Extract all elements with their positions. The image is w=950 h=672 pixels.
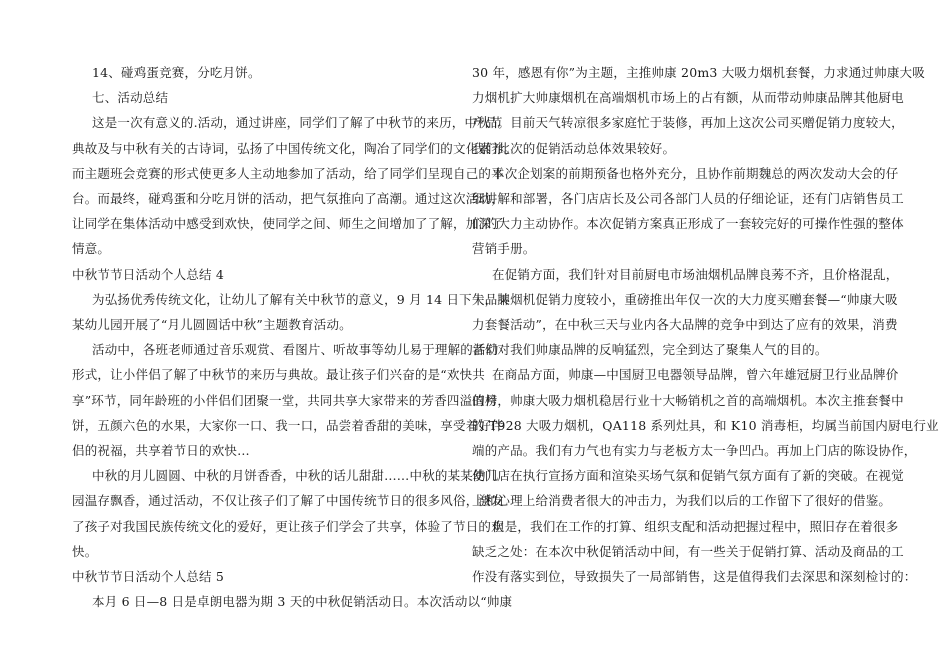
right-column-line: 营销手册。	[472, 241, 536, 257]
right-column-line: 本次企划案的前期预备也格外充分，且协作前期魏总的两次发动大会的仔	[492, 165, 899, 181]
left-column-line: 本月 6 日—8 日是卓朗电器为期 3 天的中秋促销活动日。本次活动以“帅康	[92, 594, 513, 610]
right-column-line: 30 年，感恩有你”为主题，主推帅康 20m3 大吸力烟机套餐，力求通过帅康大吸	[472, 65, 925, 80]
left-column-line: 中秋节节日活动个人总结 4	[72, 266, 225, 282]
left-column-line: 享”环节，同年龄班的小伴侣们团聚一堂，共同共享大家带来的芳香四溢的月	[72, 392, 498, 408]
left-column-line: 14、碰鸡蛋竞赛，分吃月饼。	[92, 65, 261, 80]
right-column-line: 端的产品。我们有力气也有实力与老板方太一争凹凸。再加上门店的陈设协作，	[472, 443, 917, 458]
left-column-line: 快。	[72, 543, 98, 559]
right-column-line: 作没有落实到位，导致损失了一局部销售，这是值得我们去深思和深刻检讨的：	[472, 569, 917, 584]
right-column-line: 大品牌烟机促销力度较小，重磅推出年仅一次的大力度买赠套餐—“帅康大吸	[472, 291, 898, 307]
left-column-line: 某幼儿园开展了“月儿圆圆话中秋”主题教育活动。	[72, 317, 352, 332]
right-column-line: 但是，我们在工作的打算、组织支配和活动把握过程中，照旧存在着很多	[492, 518, 899, 534]
right-column-line: 力套餐活动”，在中秋三天与业内各大品牌的竞争中到达了应有的效果，消费	[472, 317, 898, 332]
left-column-line: 中秋的月儿圆圆、中秋的月饼香香，中秋的话儿甜甜……中秋的某某幼儿	[92, 468, 499, 484]
left-column-line: 典故及与中秋有关的古诗词，弘扬了中国传统文化，陶冶了同学们的文化素养。	[72, 140, 517, 156]
left-column-line: 这是一次有意义的.活动，通过讲座，同学们了解了中秋节的来历，中秋节	[92, 115, 503, 131]
left-column-line: 了孩子对我国民族传统文化的爱好，更让孩子们学会了共享，体验了节日的欢	[72, 518, 504, 534]
left-column-line: 而主题班会竞赛的形式使更多人主动地参加了活动，给了同学们呈现自己的平	[72, 165, 504, 181]
left-column-line: 中秋节节日活动个人总结 5	[72, 569, 225, 584]
right-column-line: 者们对我们帅康品牌的反响猛烈，完全到达了聚集人气的目的。	[472, 342, 828, 358]
right-column-line: 产品。目前天气转凉很多家庭忙于装修，再加上这次公司买赠促销力度较大，	[472, 115, 904, 131]
left-column-line: 七、活动总结	[92, 90, 169, 106]
right-column-line: 的 T928 大吸力烟机，QA118 系列灶具，和 K10 消毒柜，均属当前国内厨电行业	[472, 417, 939, 433]
left-column-line: 形式，让小伴侣了解了中秋节的来历与典故。最让孩子们兴奋的是“欢快共	[72, 367, 485, 383]
right-column-line: 我们此次的促销活动总体效果较好。	[472, 140, 676, 156]
left-column-line: 为弘扬优秀传统文化，让幼儿了解有关中秋节的意义，9 月 14 日下午，某	[92, 291, 510, 307]
left-column-line: 让同学在集体活动中感受到欢快，使同学之间、师生之间增加了了解，加深了	[72, 216, 504, 232]
right-column-line: 在促销方面，我们针对目前厨电市场油烟机品牌良莠不齐，且价格混乱，	[492, 266, 899, 282]
left-column-line: 情意。	[72, 241, 111, 257]
right-column-line: 值榜，帅康大吸力烟机稳居行业十大畅销机之首的高端烟机。本次主推套餐中	[472, 392, 904, 408]
left-column-line: 饼，五颜六色的水果，大家你一口、我一口，品尝着香甜的美味，享受着好伴	[72, 417, 504, 433]
left-column-line: 侣的祝福，共享着节日的欢快…	[72, 443, 250, 458]
right-column-line: 上和心理上给消费者很大的冲击力，为我们以后的工作留下了很好的借鉴。	[472, 493, 892, 509]
right-column-line: 力烟机扩大帅康烟机在高端烟机市场上的占有额，从而带动帅康品牌其他厨电	[472, 90, 904, 106]
left-column-line: 台。而最终，碰鸡蛋和分吃月饼的活动，把气氛推向了高潮。通过这次活动，	[72, 191, 504, 206]
right-column-line: 们的大力主动协作。本次促销方案真正形成了一套较完好的可操作性强的整体	[472, 216, 904, 232]
right-column-line: 使门店在执行宣扬方面和渲染买场气氛和促销气氛方面有了新的突破。在视觉	[472, 468, 904, 484]
left-column-line: 活动中，各班老师通过音乐观赏、看图片、听故事等幼儿易于理解的活动	[92, 342, 499, 358]
right-column-line: 缺乏之处：在本次中秋促销活动中间，有一些关于促销打算、活动及商品的工	[472, 543, 904, 559]
right-column-line: 在商品方面，帅康—中国厨卫电器领导品牌，曾六年雄冠厨卫行业品牌价	[492, 367, 899, 383]
left-column-line: 园温存飘香，通过活动，不仅让孩子们了解了中国传统节日的很多风俗，激发	[72, 493, 504, 509]
right-column-line: 细讲解和部署，各门店店长及公司各部门人员的仔细论证，还有门店销售员工	[472, 191, 904, 206]
